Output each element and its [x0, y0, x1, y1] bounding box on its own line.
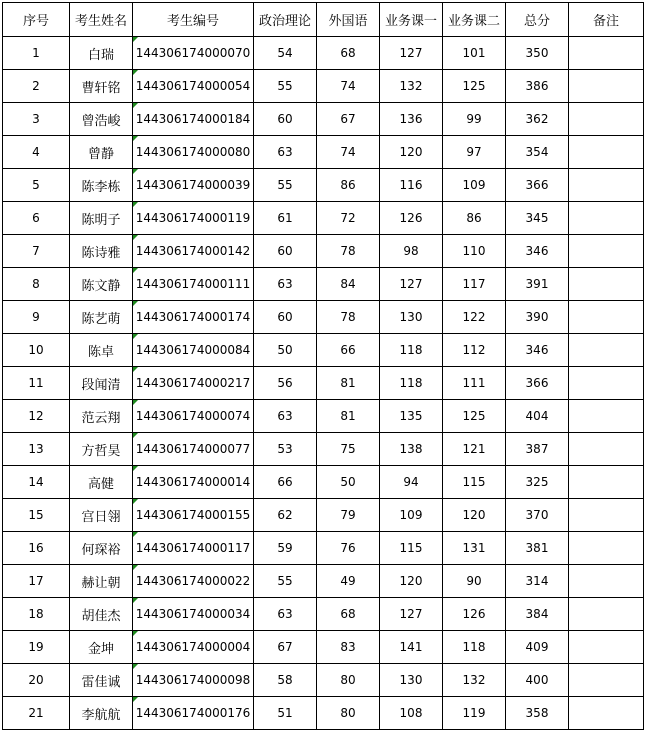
header-name: 考生姓名: [70, 3, 133, 37]
header-politics: 政治理论: [254, 3, 317, 37]
cell-name: 宫日翎: [70, 499, 133, 532]
cell-total: 354: [506, 136, 569, 169]
table-row: [3, 169, 644, 202]
cell-note: [569, 169, 644, 202]
cell-no: 12: [3, 400, 70, 433]
table-row: [3, 631, 644, 664]
cell-politics: 61: [254, 202, 317, 235]
cell-name: 陈明子: [70, 202, 133, 235]
table-row: [3, 433, 644, 466]
cell-course1: 108: [380, 697, 443, 730]
cell-id: 144306174000111: [133, 268, 254, 301]
table-row: [3, 37, 644, 70]
cell-no: 19: [3, 631, 70, 664]
cell-politics: 55: [254, 565, 317, 598]
cell-id: 144306174000217: [133, 367, 254, 400]
cell-note: [569, 136, 644, 169]
cell-politics: 63: [254, 268, 317, 301]
cell-note: [569, 37, 644, 70]
header-row: [3, 3, 644, 37]
cell-foreign: 83: [317, 631, 380, 664]
cell-total: 384: [506, 598, 569, 631]
cell-note: [569, 202, 644, 235]
cell-politics: 67: [254, 631, 317, 664]
cell-course1: 127: [380, 598, 443, 631]
cell-course1: 98: [380, 235, 443, 268]
cell-course1: 118: [380, 367, 443, 400]
cell-course1: 141: [380, 631, 443, 664]
cell-total: 370: [506, 499, 569, 532]
cell-foreign: 49: [317, 565, 380, 598]
cell-id: 144306174000054: [133, 70, 254, 103]
cell-politics: 55: [254, 70, 317, 103]
cell-total: 346: [506, 334, 569, 367]
cell-no: 3: [3, 103, 70, 136]
cell-id: 144306174000022: [133, 565, 254, 598]
cell-note: [569, 367, 644, 400]
cell-foreign: 84: [317, 268, 380, 301]
cell-name: 陈文静: [70, 268, 133, 301]
cell-course1: 115: [380, 532, 443, 565]
cell-total: 362: [506, 103, 569, 136]
cell-name: 金坤: [70, 631, 133, 664]
cell-no: 21: [3, 697, 70, 730]
cell-course1: 94: [380, 466, 443, 499]
cell-total: 345: [506, 202, 569, 235]
table-row: [3, 499, 644, 532]
table-row: [3, 466, 644, 499]
cell-course1: 130: [380, 664, 443, 697]
cell-politics: 50: [254, 334, 317, 367]
cell-politics: 54: [254, 37, 317, 70]
cell-note: [569, 70, 644, 103]
header-no: 序号: [3, 3, 70, 37]
cell-no: 7: [3, 235, 70, 268]
cell-politics: 63: [254, 400, 317, 433]
cell-course2: 120: [443, 499, 506, 532]
cell-foreign: 81: [317, 367, 380, 400]
cell-id: 144306174000004: [133, 631, 254, 664]
cell-name: 方哲昊: [70, 433, 133, 466]
cell-name: 段闻清: [70, 367, 133, 400]
cell-no: 18: [3, 598, 70, 631]
cell-course2: 131: [443, 532, 506, 565]
cell-note: [569, 466, 644, 499]
cell-politics: 53: [254, 433, 317, 466]
table-row: [3, 367, 644, 400]
header-foreign: 外国语: [317, 3, 380, 37]
cell-note: [569, 235, 644, 268]
cell-name: 陈李栋: [70, 169, 133, 202]
cell-total: 409: [506, 631, 569, 664]
cell-no: 10: [3, 334, 70, 367]
cell-id: 144306174000155: [133, 499, 254, 532]
cell-course1: 118: [380, 334, 443, 367]
table-body: [3, 37, 644, 730]
cell-course2: 101: [443, 37, 506, 70]
table-row: [3, 235, 644, 268]
cell-name: 曾浩峻: [70, 103, 133, 136]
cell-course1: 135: [380, 400, 443, 433]
cell-course2: 97: [443, 136, 506, 169]
cell-id: 144306174000176: [133, 697, 254, 730]
cell-politics: 60: [254, 103, 317, 136]
cell-name: 曹轩铭: [70, 70, 133, 103]
cell-course1: 120: [380, 136, 443, 169]
cell-note: [569, 664, 644, 697]
cell-course1: 127: [380, 268, 443, 301]
cell-course2: 121: [443, 433, 506, 466]
cell-foreign: 50: [317, 466, 380, 499]
cell-no: 2: [3, 70, 70, 103]
cell-name: 雷佳诚: [70, 664, 133, 697]
cell-total: 366: [506, 367, 569, 400]
cell-politics: 62: [254, 499, 317, 532]
cell-no: 1: [3, 37, 70, 70]
cell-total: 381: [506, 532, 569, 565]
cell-note: [569, 565, 644, 598]
cell-note: [569, 499, 644, 532]
cell-id: 144306174000077: [133, 433, 254, 466]
cell-note: [569, 433, 644, 466]
cell-no: 6: [3, 202, 70, 235]
cell-name: 范云翔: [70, 400, 133, 433]
cell-name: 何琛裕: [70, 532, 133, 565]
cell-no: 20: [3, 664, 70, 697]
table-row: [3, 532, 644, 565]
cell-course1: 138: [380, 433, 443, 466]
score-table: [2, 2, 644, 730]
cell-no: 4: [3, 136, 70, 169]
cell-total: 404: [506, 400, 569, 433]
cell-name: 高健: [70, 466, 133, 499]
cell-course1: 136: [380, 103, 443, 136]
table-row: [3, 202, 644, 235]
cell-course2: 132: [443, 664, 506, 697]
header-total: 总分: [506, 3, 569, 37]
cell-course1: 116: [380, 169, 443, 202]
cell-politics: 63: [254, 598, 317, 631]
cell-note: [569, 631, 644, 664]
cell-foreign: 74: [317, 136, 380, 169]
cell-no: 8: [3, 268, 70, 301]
cell-id: 144306174000014: [133, 466, 254, 499]
cell-total: 366: [506, 169, 569, 202]
cell-course1: 109: [380, 499, 443, 532]
cell-no: 11: [3, 367, 70, 400]
cell-id: 144306174000034: [133, 598, 254, 631]
cell-no: 15: [3, 499, 70, 532]
cell-foreign: 67: [317, 103, 380, 136]
table-row: [3, 400, 644, 433]
cell-politics: 56: [254, 367, 317, 400]
cell-no: 17: [3, 565, 70, 598]
table-row: [3, 136, 644, 169]
cell-course2: 118: [443, 631, 506, 664]
cell-id: 144306174000119: [133, 202, 254, 235]
cell-total: 358: [506, 697, 569, 730]
cell-course2: 115: [443, 466, 506, 499]
cell-total: 387: [506, 433, 569, 466]
table-row: [3, 334, 644, 367]
cell-foreign: 74: [317, 70, 380, 103]
table-row: [3, 697, 644, 730]
cell-id: 144306174000070: [133, 37, 254, 70]
cell-foreign: 75: [317, 433, 380, 466]
cell-politics: 51: [254, 697, 317, 730]
cell-foreign: 76: [317, 532, 380, 565]
cell-course1: 130: [380, 301, 443, 334]
cell-politics: 66: [254, 466, 317, 499]
cell-course2: 119: [443, 697, 506, 730]
cell-name: 李航航: [70, 697, 133, 730]
cell-course1: 120: [380, 565, 443, 598]
cell-name: 曾静: [70, 136, 133, 169]
cell-course2: 125: [443, 400, 506, 433]
table-row: [3, 664, 644, 697]
cell-foreign: 79: [317, 499, 380, 532]
cell-politics: 60: [254, 235, 317, 268]
cell-politics: 55: [254, 169, 317, 202]
cell-id: 144306174000142: [133, 235, 254, 268]
cell-name: 白瑞: [70, 37, 133, 70]
cell-total: 346: [506, 235, 569, 268]
cell-course1: 127: [380, 37, 443, 70]
cell-course2: 111: [443, 367, 506, 400]
cell-course2: 125: [443, 70, 506, 103]
cell-note: [569, 103, 644, 136]
table-row: [3, 70, 644, 103]
cell-total: 350: [506, 37, 569, 70]
cell-foreign: 78: [317, 235, 380, 268]
cell-name: 陈诗雅: [70, 235, 133, 268]
cell-total: 390: [506, 301, 569, 334]
cell-course1: 126: [380, 202, 443, 235]
cell-id: 144306174000039: [133, 169, 254, 202]
header-note: 备注: [569, 3, 644, 37]
cell-foreign: 80: [317, 697, 380, 730]
cell-id: 144306174000098: [133, 664, 254, 697]
cell-name: 陈艺萌: [70, 301, 133, 334]
cell-note: [569, 400, 644, 433]
cell-course2: 109: [443, 169, 506, 202]
cell-total: 314: [506, 565, 569, 598]
cell-course2: 99: [443, 103, 506, 136]
header-course2: 业务课二: [443, 3, 506, 37]
cell-id: 144306174000074: [133, 400, 254, 433]
cell-foreign: 78: [317, 301, 380, 334]
cell-foreign: 86: [317, 169, 380, 202]
cell-no: 14: [3, 466, 70, 499]
cell-note: [569, 301, 644, 334]
cell-name: 胡佳杰: [70, 598, 133, 631]
cell-course2: 86: [443, 202, 506, 235]
cell-course2: 110: [443, 235, 506, 268]
cell-total: 325: [506, 466, 569, 499]
cell-id: 144306174000084: [133, 334, 254, 367]
table-row: [3, 301, 644, 334]
cell-course2: 90: [443, 565, 506, 598]
cell-course2: 112: [443, 334, 506, 367]
table-row: [3, 268, 644, 301]
cell-politics: 58: [254, 664, 317, 697]
cell-foreign: 80: [317, 664, 380, 697]
cell-politics: 59: [254, 532, 317, 565]
table-header: [3, 3, 644, 37]
table-row: [3, 565, 644, 598]
cell-id: 144306174000080: [133, 136, 254, 169]
cell-id: 144306174000174: [133, 301, 254, 334]
cell-name: 赫让朝: [70, 565, 133, 598]
cell-foreign: 81: [317, 400, 380, 433]
table-row: [3, 103, 644, 136]
cell-total: 391: [506, 268, 569, 301]
table-row: [3, 598, 644, 631]
cell-no: 5: [3, 169, 70, 202]
cell-note: [569, 598, 644, 631]
cell-note: [569, 532, 644, 565]
cell-id: 144306174000117: [133, 532, 254, 565]
cell-total: 400: [506, 664, 569, 697]
cell-total: 386: [506, 70, 569, 103]
cell-foreign: 68: [317, 37, 380, 70]
cell-politics: 60: [254, 301, 317, 334]
cell-course2: 126: [443, 598, 506, 631]
cell-note: [569, 268, 644, 301]
cell-course2: 122: [443, 301, 506, 334]
cell-id: 144306174000184: [133, 103, 254, 136]
cell-note: [569, 697, 644, 730]
cell-no: 16: [3, 532, 70, 565]
cell-foreign: 68: [317, 598, 380, 631]
cell-no: 9: [3, 301, 70, 334]
cell-foreign: 72: [317, 202, 380, 235]
cell-course2: 117: [443, 268, 506, 301]
cell-note: [569, 334, 644, 367]
cell-foreign: 66: [317, 334, 380, 367]
cell-no: 13: [3, 433, 70, 466]
cell-name: 陈卓: [70, 334, 133, 367]
cell-politics: 63: [254, 136, 317, 169]
header-course1: 业务课一: [380, 3, 443, 37]
cell-course1: 132: [380, 70, 443, 103]
header-id: 考生编号: [133, 3, 254, 37]
